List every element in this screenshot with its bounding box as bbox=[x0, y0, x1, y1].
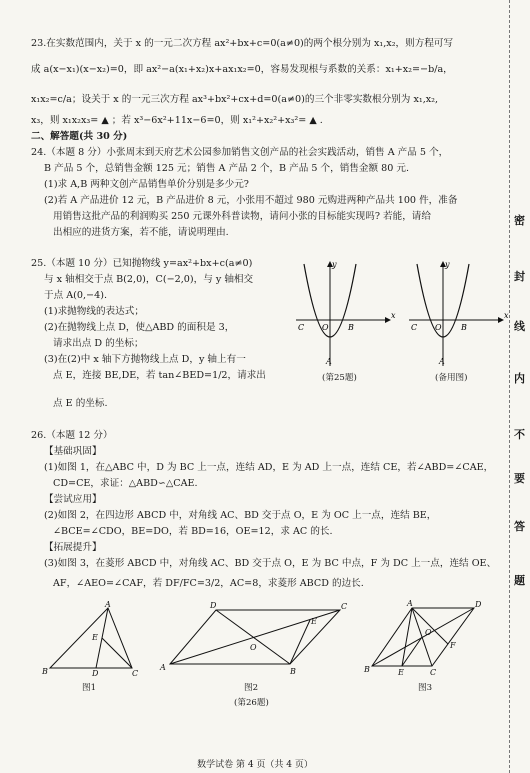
svg-text:B: B bbox=[364, 665, 370, 674]
q26-figure-1-label: 图1 bbox=[82, 683, 97, 693]
seal-char-7: 答 bbox=[514, 520, 525, 533]
q26-line-5: ∠BCE=∠CDO，BE=DO，若 BD=16，OE=12，求 AC 的长. bbox=[53, 526, 333, 537]
svg-text:B: B bbox=[42, 667, 48, 676]
q26-line-4: (2)如图 2，在四边形 ABCD 中，对角线 AC、BD 交于点 O，E 为 OC 上一点，连结 BE， bbox=[44, 510, 437, 521]
q23-line-4: x₃，则 x₁x₂x₃= ▲ ；若 x³−6x²+11x−6=0，则 x₁²+x₂²+x₃²= ▲ . bbox=[31, 115, 323, 126]
svg-text:A: A bbox=[105, 600, 111, 609]
svg-text:C: C bbox=[132, 669, 139, 678]
svg-text:F: F bbox=[450, 641, 456, 650]
svg-text:x: x bbox=[391, 311, 396, 320]
q26-line-3: CD=CE，求证：△ABD∽△CAE. bbox=[53, 478, 198, 489]
svg-text:D: D bbox=[92, 669, 99, 678]
seal-char-2: 封 bbox=[514, 270, 525, 283]
q23-line-2: 成 a(x−x₁)(x−x₂)=0，即 ax²−a(x₁+x₂)x+ax₁x₂=0，容易发现根与系数的关系：x₁+x₂=−b/a， bbox=[31, 64, 453, 75]
q26-line-6: (3)如图 3，在菱形 ABCD 中，对角线 AC、BD 交于点 O，E 为 BC 中点，F 为 DC 上一点，连结 OE、 bbox=[44, 558, 497, 569]
q26-line-1: 26.（本题 12 分） bbox=[31, 430, 113, 441]
seal-char-3: 线 bbox=[514, 320, 525, 333]
seal-line-band bbox=[509, 0, 530, 773]
svg-text:C: C bbox=[341, 602, 348, 611]
q26-heading-3: 【拓展提升】 bbox=[44, 542, 102, 553]
q26-figure-2-label: 图2 bbox=[244, 683, 259, 693]
svg-text:C: C bbox=[430, 668, 437, 677]
svg-text:E: E bbox=[92, 633, 98, 642]
q25-backup-figure bbox=[403, 258, 508, 370]
q25-parabola-figure bbox=[290, 258, 395, 370]
q24-line-2: B 产品 5 个，总销售金额 125 元；销售 A 产品 2 个，B 产品 5 个，销售金额 80 元. bbox=[44, 163, 410, 174]
seal-char-4: 内 bbox=[514, 372, 525, 385]
seal-char-1: 密 bbox=[514, 214, 525, 227]
q24-line-4: (2)若 A 产品进价 12 元，B 产品进价 8 元，小张用不超过 980 元购进两种产品共 100 件，准备 bbox=[44, 195, 458, 206]
q25-line-2: 与 x 轴相交于点 B(2,0)，C(−2,0)，与 y 轴相交 bbox=[44, 274, 254, 285]
svg-text:y: y bbox=[445, 260, 450, 269]
q26-figure-3 bbox=[362, 600, 492, 678]
svg-text:B: B bbox=[290, 667, 296, 676]
q24-line-3: (1)求 A,B 两种文创产品销售单价分别是多少元? bbox=[44, 179, 249, 190]
q24-line-6: 出相应的进货方案，若不能，请说明理由. bbox=[53, 227, 229, 238]
q25-figure-caption: (第25题) bbox=[322, 373, 357, 383]
q24-line-1: 24.（本题 8 分）小张周末到天府艺术公园参加销售文创产品的社会实践活动，销售 A 产品 5 个， bbox=[31, 147, 449, 158]
seal-char-6: 要 bbox=[514, 472, 525, 485]
seal-char-5: 不 bbox=[514, 428, 525, 441]
svg-text:E: E bbox=[398, 668, 404, 677]
svg-text:y: y bbox=[332, 260, 337, 269]
page-footer: 数学试卷 第 4 页（共 4 页） bbox=[197, 760, 313, 770]
q23-line-3: x₁x₂=c/a；设关于 x 的一元三次方程 ax³+bx²+cx+d=0(a≠0)的三个非零实数根分别为 x₁,x₂, bbox=[31, 94, 439, 105]
q26-figure-3-label: 图3 bbox=[418, 683, 433, 693]
q23-line-1: 23.在实数范围内，关于 x 的一元二次方程 ax²+bx+c=0(a≠0)的两个根分别为 x₁,x₂，则方程可写 bbox=[31, 38, 454, 49]
q25-line-7: (3)在(2)中 x 轴下方抛物线上点 D，y 轴上有一 bbox=[44, 354, 246, 365]
svg-text:A: A bbox=[407, 599, 413, 608]
svg-text:C: C bbox=[411, 323, 418, 332]
svg-text:A: A bbox=[160, 663, 166, 672]
svg-text:O: O bbox=[435, 323, 442, 332]
section-heading: 二、解答题(共 30 分) bbox=[31, 131, 128, 142]
q26-line-7: AF，∠AEO=∠CAF，若 DF/FC=3/2，AC=8，求菱形 ABCD 的边长. bbox=[53, 578, 364, 589]
svg-text:B: B bbox=[461, 323, 467, 332]
svg-text:C: C bbox=[298, 323, 305, 332]
seal-char-8: 题 bbox=[514, 574, 525, 587]
q26-figures-caption: (第26题) bbox=[234, 698, 269, 708]
svg-text:A: A bbox=[439, 357, 445, 366]
svg-text:x: x bbox=[504, 311, 509, 320]
q25-backup-caption: (备用图) bbox=[435, 373, 468, 383]
svg-text:D: D bbox=[475, 600, 482, 609]
q25-line-6: 请求出点 D 的坐标； bbox=[53, 338, 144, 349]
q25-line-8: 点 E，连接 BE,DE，若 tan∠BED=1/2，请求出 bbox=[53, 370, 266, 381]
svg-text:O: O bbox=[250, 643, 257, 652]
q25-line-5: (2)在抛物线上点 D，使△ABD 的面积是 3， bbox=[44, 322, 235, 333]
q25-line-1: 25.（本题 10 分）已知抛物线 y=ax²+bx+c(a≠0) bbox=[31, 258, 253, 269]
q26-line-2: (1)如图 1，在△ABC 中，D 为 BC 上一点，连结 AD，E 为 AD 上一点，连结 CE，若∠ABD=∠CAE， bbox=[44, 462, 494, 473]
q24-line-5: 用销售这批产品的利润购买 250 元课外科普读物，请问小张的目标能实现吗? 若能，请给 bbox=[53, 211, 431, 222]
svg-text:D: D bbox=[210, 601, 217, 610]
q25-line-9: 点 E 的坐标. bbox=[53, 398, 108, 409]
q26-heading-2: 【尝试应用】 bbox=[44, 494, 102, 505]
q26-figure-2 bbox=[160, 602, 350, 678]
q26-heading-1: 【基础巩固】 bbox=[44, 446, 102, 457]
q25-line-4: (1)求抛物线的表达式； bbox=[44, 306, 144, 317]
svg-text:E: E bbox=[311, 617, 317, 626]
q25-line-3: 于点 A(0,−4). bbox=[44, 290, 107, 301]
svg-text:O: O bbox=[322, 323, 329, 332]
svg-text:O: O bbox=[425, 628, 432, 637]
svg-text:B: B bbox=[348, 323, 354, 332]
q26-figure-1 bbox=[40, 600, 140, 678]
svg-text:A: A bbox=[326, 357, 332, 366]
